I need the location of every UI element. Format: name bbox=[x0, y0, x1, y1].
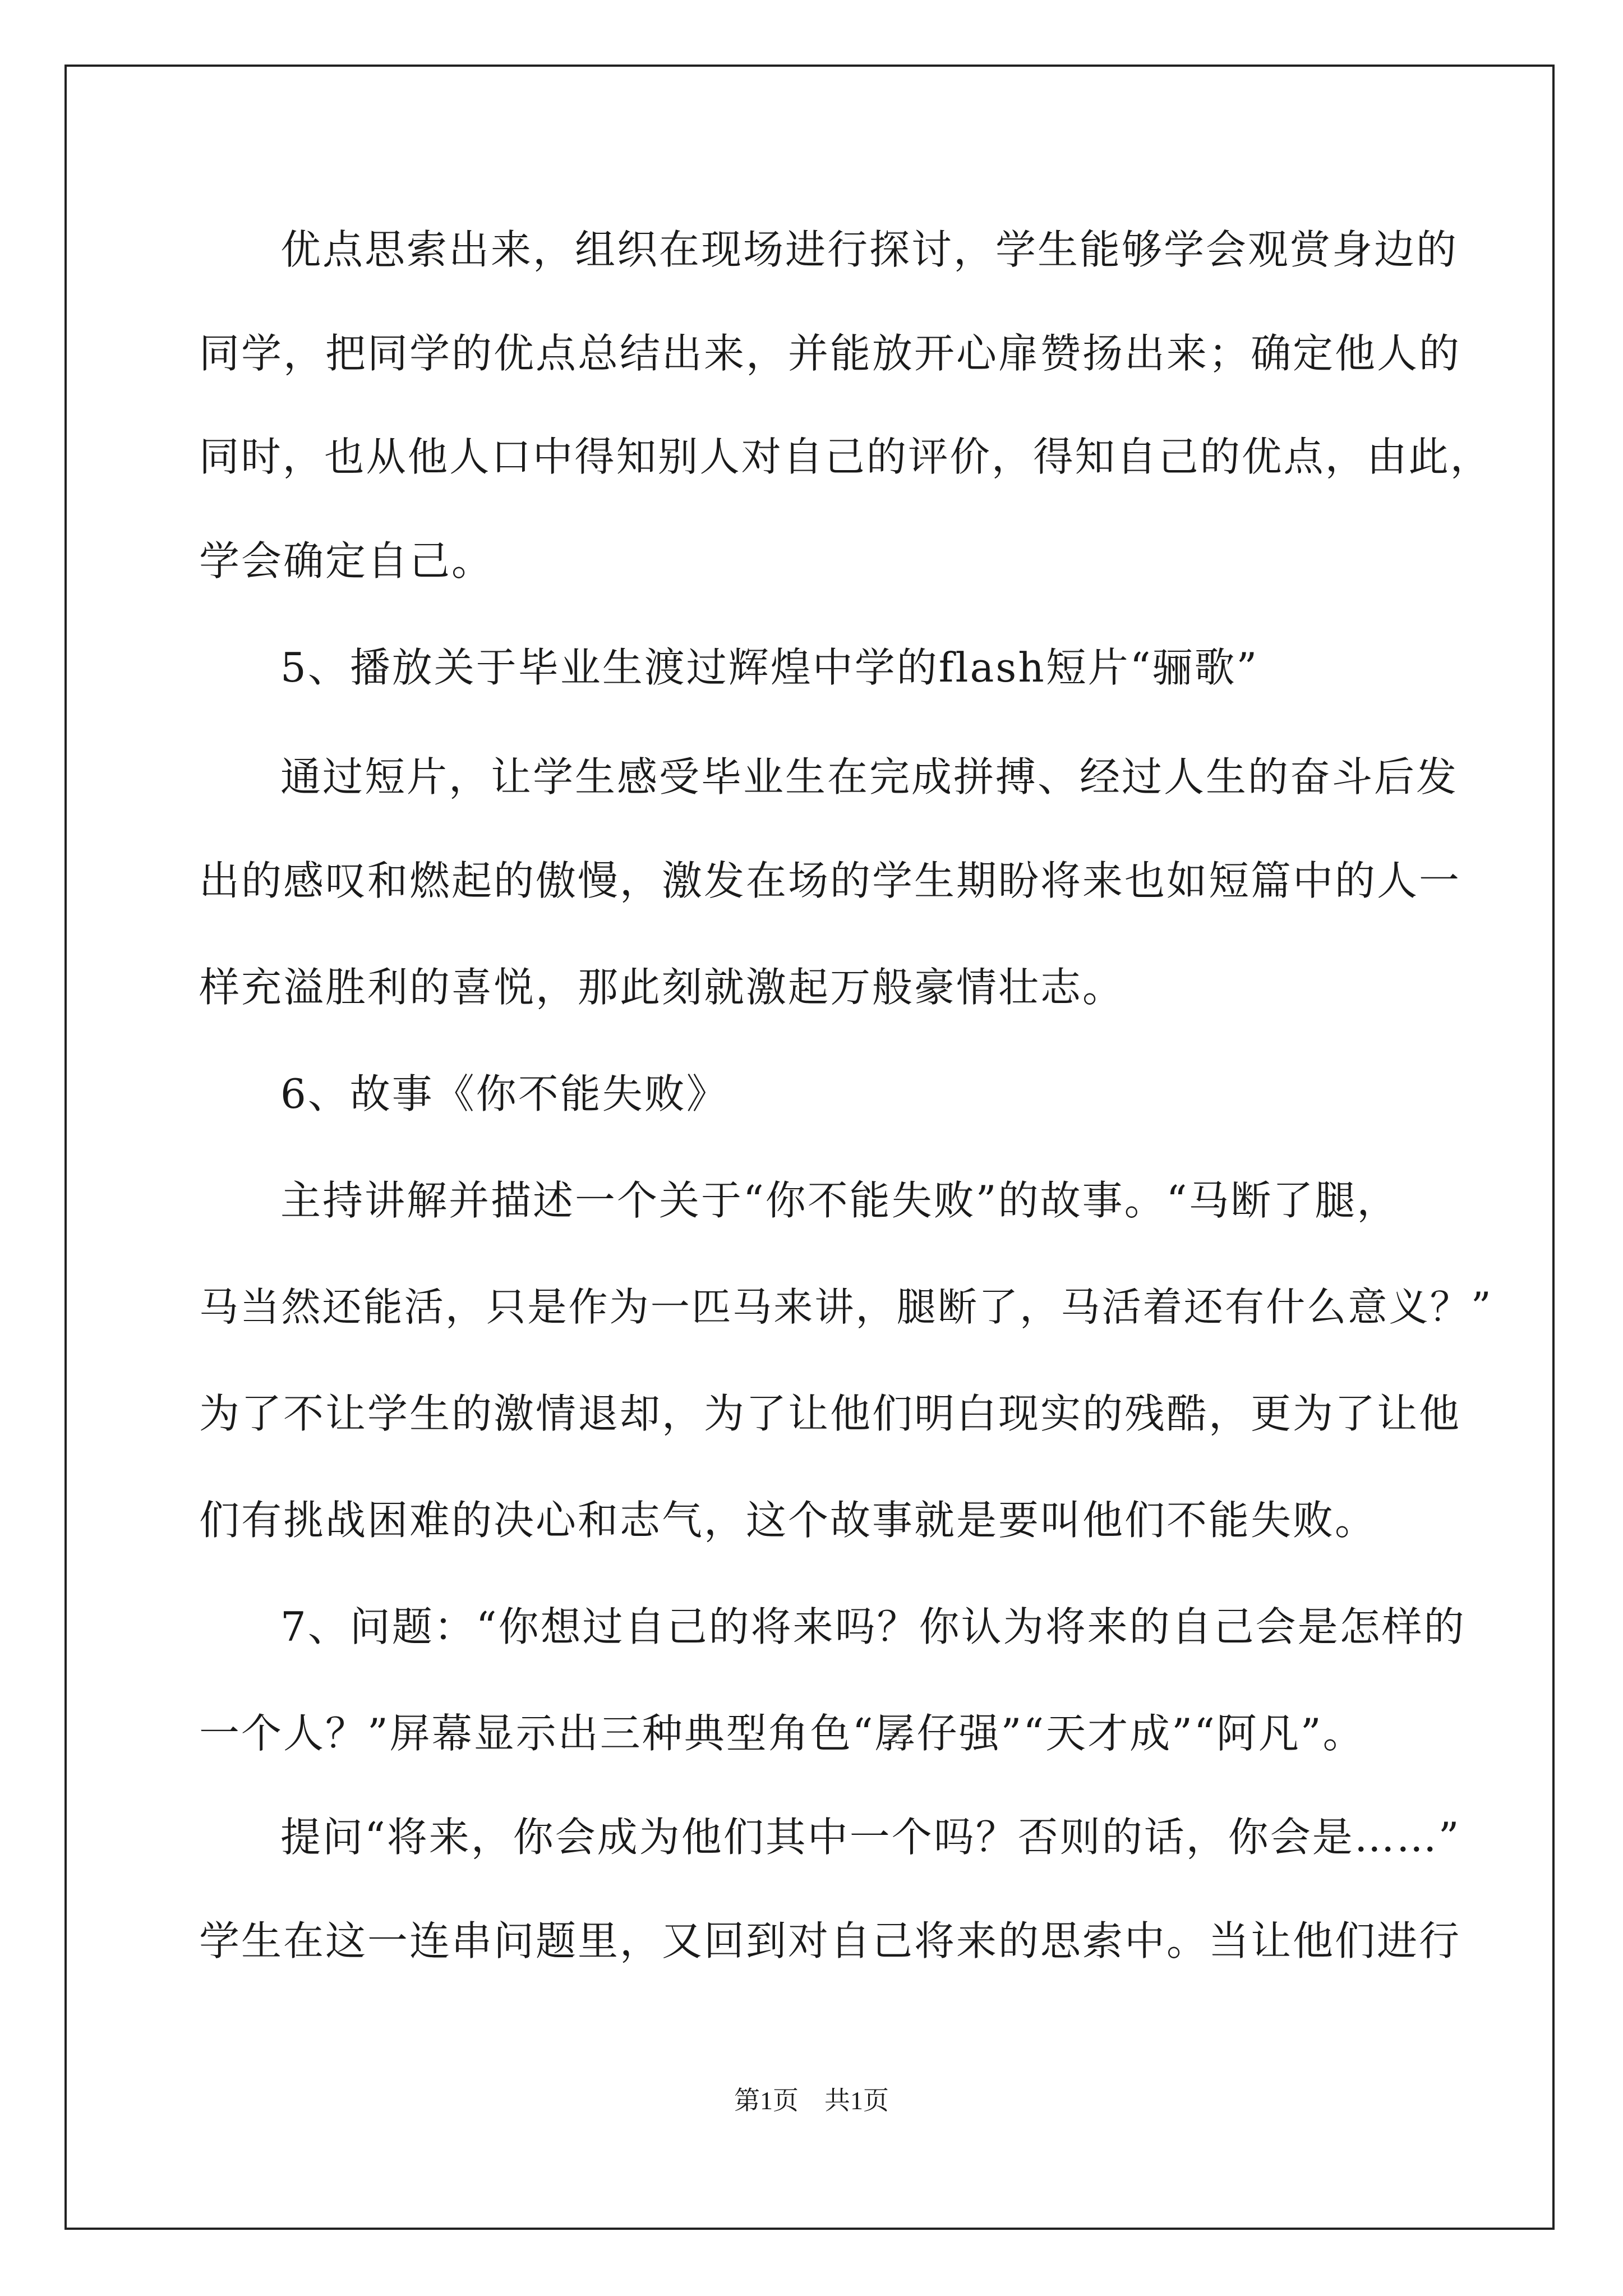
paragraph-line: 学生在这一连串问题里，又回到对自己将来的思索中。当让他们进行 bbox=[199, 1917, 1461, 1964]
section-heading: 7、问题：“你想过自己的将来吗？你认为将来的自己会是怎样的 bbox=[280, 1603, 1466, 1650]
paragraph-line: 样充溢胜利的喜悦，那此刻就激起万般豪情壮志。 bbox=[199, 964, 1125, 1011]
paragraph-line: 提问“将来，你会成为他们其中一个吗？否则的话，你会是……” bbox=[280, 1814, 1461, 1861]
paragraph-line: 出的感叹和燃起的傲慢，激发在场的学生期盼将来也如短篇中的人一 bbox=[199, 857, 1461, 904]
paragraph-line: 优点思索出来，组织在现场进行探讨，学生能够学会观赏身边的 bbox=[280, 226, 1459, 273]
paragraph-line: 为了不让学生的激情退却，为了让他们明白现实的残酷，更为了让他 bbox=[199, 1390, 1461, 1437]
paragraph-line: 通过短片，让学生感受毕业生在完成拼搏、经过人生的奋斗后发 bbox=[280, 753, 1459, 800]
section-heading: 5、播放关于毕业生渡过辉煌中学的flash短片“骊歌” bbox=[280, 644, 1259, 691]
paragraph-line: 马当然还能活，只是作为一匹马来讲，腿断了，马活着还有什么意义？” bbox=[199, 1284, 1493, 1330]
paragraph-line: 们有挑战困难的决心和志气，这个故事就是要叫他们不能失败。 bbox=[199, 1497, 1377, 1544]
paragraph-line: 主持讲解并描述一个关于“你不能失败”的故事。“马断了腿， bbox=[280, 1177, 1399, 1224]
paragraph-line: 学会确定自己。 bbox=[199, 537, 494, 585]
paragraph-line: 一个人？”屏幕显示出三种典型角色“孱仔强”“天才成”“阿凡”。 bbox=[199, 1710, 1365, 1757]
section-heading: 6、故事《你不能失败》 bbox=[280, 1070, 728, 1117]
paragraph-line: 同时，也从他人口中得知别人对自己的评价，得知自己的优点，由此， bbox=[199, 434, 1492, 480]
page-footer: 第1页 共1页 bbox=[734, 2086, 889, 2115]
paragraph-line: 同学，把同学的优点总结出来，并能放开心扉赞扬出来；确定他人的 bbox=[199, 330, 1461, 377]
